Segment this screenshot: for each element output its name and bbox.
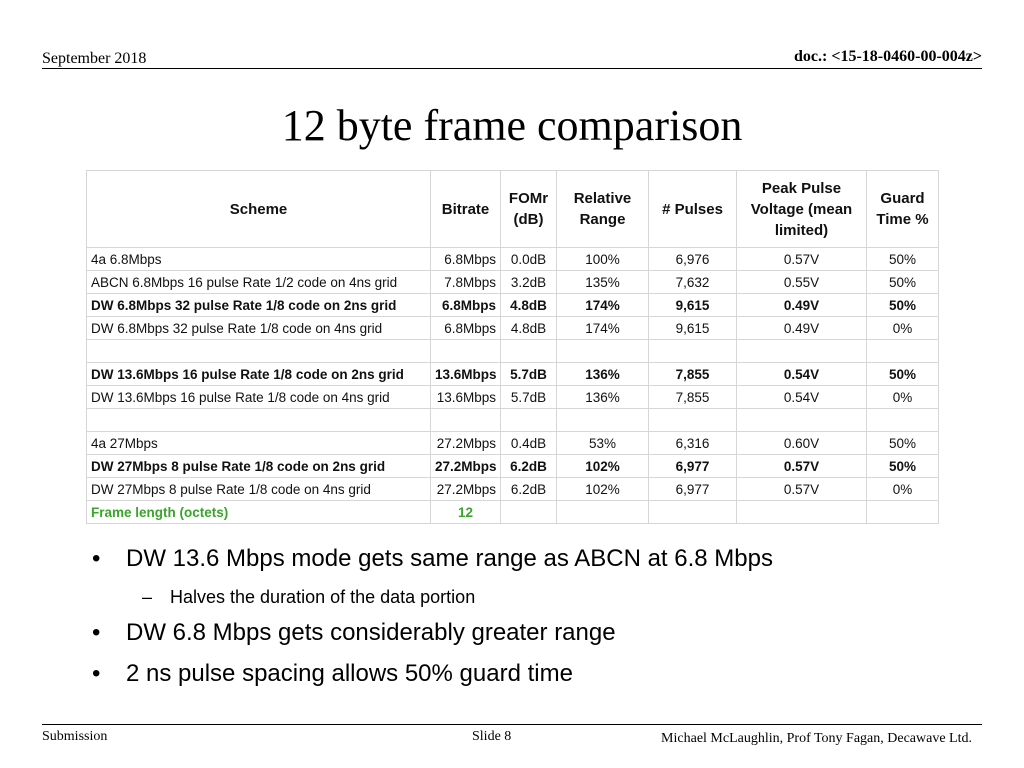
table-cell: 4a 6.8Mbps: [87, 248, 431, 271]
bullet-marker: •: [92, 619, 101, 646]
table-cell: [737, 501, 867, 524]
column-header: Bitrate: [431, 171, 501, 248]
table-cell: 102%: [557, 455, 649, 478]
table-cell: DW 27Mbps 8 pulse Rate 1/8 code on 4ns grid: [87, 478, 431, 501]
table-cell: [649, 501, 737, 524]
table-cell: 6.2dB: [501, 455, 557, 478]
table-cell: DW 13.6Mbps 16 pulse Rate 1/8 code on 2ns grid: [87, 363, 431, 386]
column-header: Guard Time %: [867, 171, 939, 248]
header-doc-id: doc.: <15-18-0460-00-004z>: [794, 48, 982, 65]
table-cell: 27.2Mbps: [431, 432, 501, 455]
table-cell: 100%: [557, 248, 649, 271]
table-cell: 0.4dB: [501, 432, 557, 455]
column-header: Relative Range: [557, 171, 649, 248]
table-cell: 6.8Mbps: [431, 248, 501, 271]
table-cell: 6.8Mbps: [431, 294, 501, 317]
table-cell: 6.8Mbps: [431, 317, 501, 340]
slide-title: 12 byte frame comparison: [281, 101, 743, 150]
table-cell: 9,615: [649, 317, 737, 340]
frame-length-label: Frame length (octets): [87, 501, 431, 524]
table-row: [87, 432, 939, 455]
table-cell: 0.0dB: [501, 248, 557, 271]
table-cell: 13.6Mbps: [431, 363, 501, 386]
table-cell: 0.54V: [737, 386, 867, 409]
table-cell: [867, 501, 939, 524]
table-cell: 136%: [557, 363, 649, 386]
table-cell: 50%: [867, 455, 939, 478]
sub-bullet-marker: –: [142, 587, 153, 607]
header-date: September 2018: [42, 50, 147, 67]
table-cell: 50%: [867, 271, 939, 294]
footer-submission: Submission: [42, 729, 108, 744]
table-cell: 135%: [557, 271, 649, 294]
table-cell: ABCN 6.8Mbps 16 pulse Rate 1/2 code on 4ns grid: [87, 271, 431, 294]
table-cell: 4.8dB: [501, 294, 557, 317]
column-header: FOMr (dB): [501, 171, 557, 248]
footer-slide-number: Slide 8: [472, 729, 512, 744]
table-cell: 9,615: [649, 294, 737, 317]
table-cell: 4.8dB: [501, 317, 557, 340]
table-cell: 136%: [557, 386, 649, 409]
table-cell: [431, 409, 501, 432]
footer-divider: [42, 724, 982, 725]
bullet-text: DW 13.6 Mbps mode gets same range as ABCN at 6.8 Mbps: [126, 545, 773, 572]
table-cell: 50%: [867, 248, 939, 271]
table-cell: [557, 501, 649, 524]
frame-length-row: [87, 501, 939, 524]
table-cell: 174%: [557, 317, 649, 340]
table-cell: 13.6Mbps: [431, 386, 501, 409]
bullet-marker: •: [92, 660, 101, 687]
table-cell: 0.49V: [737, 317, 867, 340]
table-cell: 50%: [867, 363, 939, 386]
table-cell: 6,976: [649, 248, 737, 271]
table-cell: [557, 340, 649, 363]
bullet-marker: •: [92, 545, 101, 572]
table-cell: 174%: [557, 294, 649, 317]
table-cell: 7,855: [649, 363, 737, 386]
bullet-text: 2 ns pulse spacing allows 50% guard time: [126, 660, 573, 687]
table-cell: 0.54V: [737, 363, 867, 386]
table-cell: [649, 409, 737, 432]
table-cell: 6,977: [649, 478, 737, 501]
table-cell: 3.2dB: [501, 271, 557, 294]
table-cell: 102%: [557, 478, 649, 501]
table-cell: 0%: [867, 478, 939, 501]
comparison-table: [86, 170, 939, 524]
table-cell: [431, 340, 501, 363]
column-header: Scheme: [87, 171, 431, 248]
table-row: [87, 386, 939, 409]
table-cell: 7,855: [649, 386, 737, 409]
table-cell: 0.55V: [737, 271, 867, 294]
table-cell: 27.2Mbps: [431, 478, 501, 501]
table-row: [87, 317, 939, 340]
table-cell: 6.2dB: [501, 478, 557, 501]
table-header-row: [87, 171, 939, 248]
bullet-text: DW 6.8 Mbps gets considerably greater range: [126, 619, 616, 646]
comparison-table-container: [86, 170, 938, 526]
table-cell: DW 13.6Mbps 16 pulse Rate 1/8 code on 4ns grid: [87, 386, 431, 409]
table-cell: 7.8Mbps: [431, 271, 501, 294]
table-spacer-row: [87, 409, 939, 432]
table-cell: 0%: [867, 386, 939, 409]
table-cell: [501, 340, 557, 363]
table-cell: DW 27Mbps 8 pulse Rate 1/8 code on 2ns grid: [87, 455, 431, 478]
table-cell: 50%: [867, 432, 939, 455]
frame-length-value: 12: [431, 501, 501, 524]
column-header: # Pulses: [649, 171, 737, 248]
table-cell: [867, 409, 939, 432]
footer-author: Michael McLaughlin, Prof Tony Fagan, Decawave Ltd.: [661, 731, 972, 746]
table-cell: [737, 340, 867, 363]
table-cell: 50%: [867, 294, 939, 317]
table-cell: 5.7dB: [501, 363, 557, 386]
table-cell: [867, 340, 939, 363]
table-cell: 0.57V: [737, 455, 867, 478]
table-cell: 6,316: [649, 432, 737, 455]
table-row: [87, 294, 939, 317]
table-cell: DW 6.8Mbps 32 pulse Rate 1/8 code on 4ns grid: [87, 317, 431, 340]
table-cell: 53%: [557, 432, 649, 455]
table-cell: 0%: [867, 317, 939, 340]
table-cell: 7,632: [649, 271, 737, 294]
table-cell: 6,977: [649, 455, 737, 478]
table-cell: [737, 409, 867, 432]
table-cell: [501, 409, 557, 432]
table-row: [87, 478, 939, 501]
column-header: Peak Pulse Voltage (mean limited): [737, 171, 867, 248]
table-cell: DW 6.8Mbps 32 pulse Rate 1/8 code on 2ns grid: [87, 294, 431, 317]
table-cell: [501, 501, 557, 524]
table-cell: 0.49V: [737, 294, 867, 317]
table-cell: 0.60V: [737, 432, 867, 455]
table-row: [87, 455, 939, 478]
table-cell: [557, 409, 649, 432]
table-cell: 27.2Mbps: [431, 455, 501, 478]
table-row: [87, 363, 939, 386]
header-divider: [42, 68, 982, 69]
table-cell: [649, 340, 737, 363]
table-cell: 0.57V: [737, 478, 867, 501]
table-cell: [87, 340, 431, 363]
table-row: [87, 271, 939, 294]
table-cell: 5.7dB: [501, 386, 557, 409]
table-cell: 0.57V: [737, 248, 867, 271]
table-cell: 4a 27Mbps: [87, 432, 431, 455]
sub-bullet-text: Halves the duration of the data portion: [170, 587, 476, 607]
table-row: [87, 248, 939, 271]
table-cell: [87, 409, 431, 432]
table-spacer-row: [87, 340, 939, 363]
